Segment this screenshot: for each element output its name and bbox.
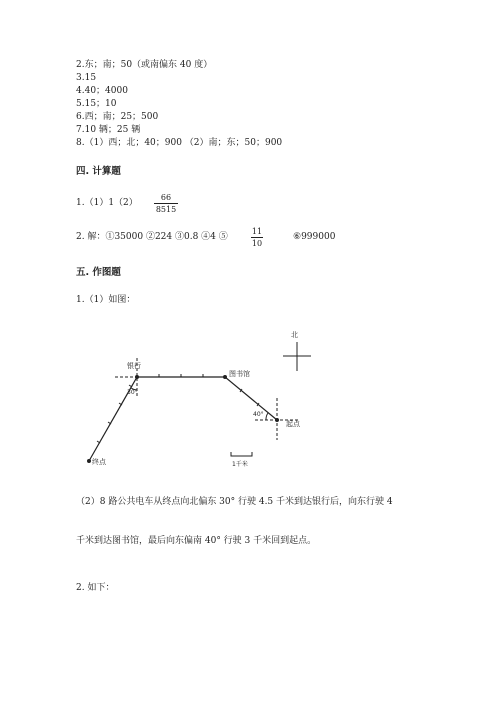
section-4-title: 四. 计算题 [76,166,121,177]
answer-line-3: 3.15 [76,73,97,83]
angle-30-label: 30° [127,389,138,396]
scale-bar [231,452,252,456]
drawing-q1-label: 1.（1）如图： [76,295,136,305]
library-label: 图书馆 [229,370,250,378]
answer-line-6: 6.西；南；25；500 [76,112,159,122]
drawing-q2-label: 2. 如下： [76,583,115,593]
library-point-dot [223,375,227,379]
start-point-dot [275,418,279,422]
answer-line-7: 7.10 辆；25 辆 [76,125,141,135]
angle-40-arc [266,413,268,420]
route-library-to-start [225,377,277,420]
fraction-denominator: 10 [251,239,263,248]
fraction-numerator: 11 [251,227,263,236]
scale-label: 1千米 [232,461,248,468]
section-5-title: 五. 作图题 [76,267,121,278]
calc-q2-suffix: ⑥999000 [293,232,336,242]
start-label: 起点 [286,420,300,428]
angle-40-label: 40° [253,411,264,418]
answer-line-2: 2.东；南；50（或南偏东 40 度） [76,60,213,70]
calc-q2-prefix: 2. 解：①35000 ②224 ③0.8 ④4 ⑤ [76,232,228,242]
north-label: 北 [291,331,298,339]
end-point-dot [87,459,91,463]
answer-line-5: 5.15；10 [76,99,117,109]
answer-line-8: 8.（1）西；北；40；900 （2）南；东；50；900 [76,138,283,148]
end-label: 终点 [92,458,106,466]
calc-q1-prefix: 1.（1）1（2） [76,198,138,208]
bank-point-dot [135,375,139,379]
drawing-q1-2-line1: （2）8 路公共电车从终点向北偏东 30° 行驶 4.5 千米到达银行后，向东行驶 4 [76,497,393,507]
fraction-numerator: 66 [160,193,172,202]
bank-label: 银行 [127,362,141,370]
drawing-q1-2-line2: 千米到达图书馆，最后向东偏南 40° 行驶 3 千米回到起点。 [76,536,317,546]
fraction-denominator: 8515 [155,205,177,214]
answer-line-4: 4.40；4000 [76,86,128,96]
